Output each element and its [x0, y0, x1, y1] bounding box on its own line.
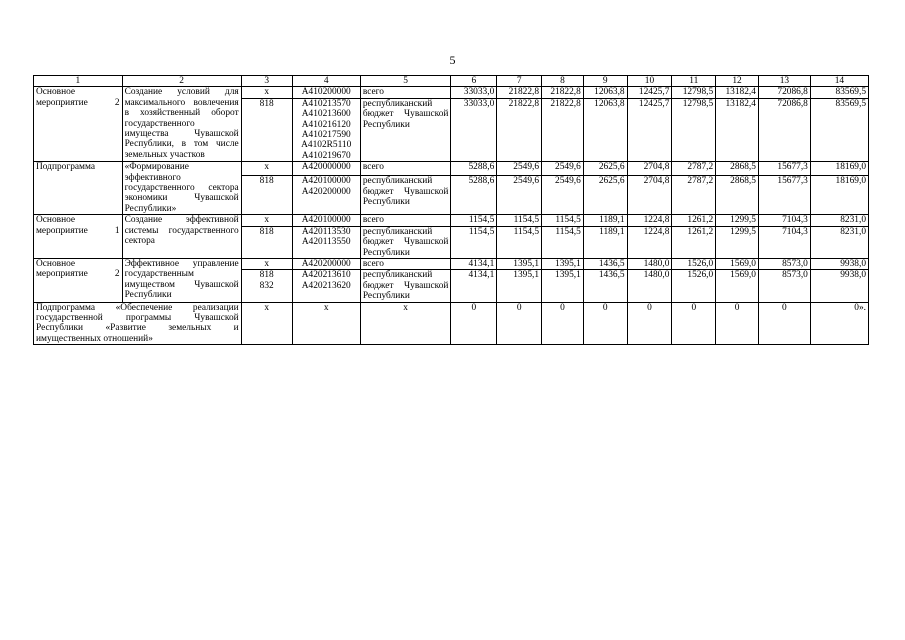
- value-cell: 8231,0: [810, 226, 868, 258]
- subprogram-name-cell: Подпрограмма «Обеспечение реализации государственной программы Чувашской Республики «Развитие земельных и имущественных отношений»: [34, 302, 242, 345]
- program-name-cell: Эффективное управление государственным имуществом Чувашской Республики: [122, 258, 241, 302]
- value-cell: 0: [758, 302, 810, 345]
- participant-code-cell: x: [241, 258, 292, 269]
- value-cell: 12798,5: [672, 98, 716, 161]
- value-cell: 0: [451, 302, 497, 345]
- value-cell: 1261,2: [672, 226, 716, 258]
- value-cell: 12425,7: [627, 98, 672, 161]
- value-cell: 8573,0: [758, 270, 810, 302]
- funding-source-cell: всего: [360, 87, 451, 98]
- value-cell: 9938,0: [810, 270, 868, 302]
- funding-source-cell: x: [360, 302, 451, 345]
- value-cell: 1436,5: [583, 270, 627, 302]
- header-cell: 9: [583, 76, 627, 87]
- budget-code-cell: A420100000: [292, 215, 360, 226]
- value-cell: 2787,2: [672, 162, 716, 176]
- program-type-cell: Основное мероприятие 2: [34, 258, 123, 302]
- header-cell: 13: [758, 76, 810, 87]
- value-cell: 8231,0: [810, 215, 868, 226]
- value-cell: 1526,0: [672, 258, 716, 269]
- participant-code-cell: x: [241, 302, 292, 345]
- value-cell: 0».: [810, 302, 868, 345]
- funding-source-cell: всего: [360, 162, 451, 176]
- value-cell: 8573,0: [758, 258, 810, 269]
- budget-code-cell: A420213610 A420213620: [292, 270, 360, 302]
- value-cell: 9938,0: [810, 258, 868, 269]
- participant-code-cell: x: [241, 215, 292, 226]
- header-cell: 4: [292, 76, 360, 87]
- value-cell: 1480,0: [627, 270, 672, 302]
- participant-code-cell: 818 832: [241, 270, 292, 302]
- value-cell: 13182,4: [716, 98, 759, 161]
- value-cell: 15677,3: [758, 176, 810, 215]
- value-cell: 33033,0: [451, 98, 497, 161]
- value-cell: 0: [497, 302, 542, 345]
- value-cell: 83569,5: [810, 87, 868, 98]
- value-cell: 1569,0: [716, 270, 759, 302]
- value-cell: 1569,0: [716, 258, 759, 269]
- value-cell: 1436,5: [583, 258, 627, 269]
- value-cell: 1261,2: [672, 215, 716, 226]
- header-cell: 10: [627, 76, 672, 87]
- value-cell: 2704,8: [627, 176, 672, 215]
- value-cell: 18169,0: [810, 176, 868, 215]
- funding-source-cell: республиканский бюджет Чувашской Республики: [360, 176, 451, 215]
- table-row: [34, 215, 869, 226]
- value-cell: 1154,5: [497, 215, 542, 226]
- budget-code-cell: x: [292, 302, 360, 345]
- value-cell: 18169,0: [810, 162, 868, 176]
- value-cell: 12063,8: [583, 98, 627, 161]
- value-cell: 2625,6: [583, 176, 627, 215]
- value-cell: 12798,5: [672, 87, 716, 98]
- table-row: [34, 162, 869, 176]
- table-row: [34, 302, 869, 345]
- value-cell: 1395,1: [497, 258, 542, 269]
- funding-source-cell: всего: [360, 215, 451, 226]
- value-cell: 21822,8: [497, 87, 542, 98]
- value-cell: 15677,3: [758, 162, 810, 176]
- header-cell: 8: [542, 76, 584, 87]
- funding-source-cell: республиканский бюджет Чувашской Республики: [360, 270, 451, 302]
- value-cell: 1395,1: [542, 270, 584, 302]
- participant-code-cell: x: [241, 162, 292, 176]
- financing-table: [33, 75, 869, 345]
- value-cell: 2549,6: [542, 176, 584, 215]
- header-cell: 7: [497, 76, 542, 87]
- header-cell: 12: [716, 76, 759, 87]
- budget-code-cell: A410213570 A410213600 A410216120 A410217590 A4102R5110 A410219670: [292, 98, 360, 161]
- value-cell: 1395,1: [542, 258, 584, 269]
- value-cell: 2704,8: [627, 162, 672, 176]
- value-cell: 1224,8: [627, 226, 672, 258]
- value-cell: 1154,5: [451, 215, 497, 226]
- funding-source-cell: всего: [360, 258, 451, 269]
- value-cell: 0: [627, 302, 672, 345]
- budget-code-cell: A420200000: [292, 258, 360, 269]
- header-cell: 11: [672, 76, 716, 87]
- value-cell: 5288,6: [451, 176, 497, 215]
- program-type-cell: Основное мероприятие 1: [34, 215, 123, 259]
- value-cell: 21822,8: [542, 87, 584, 98]
- header-cell: 14: [810, 76, 868, 87]
- value-cell: 12425,7: [627, 87, 672, 98]
- value-cell: 1154,5: [451, 226, 497, 258]
- value-cell: 21822,8: [542, 98, 584, 161]
- funding-source-cell: республиканский бюджет Чувашской Республики: [360, 98, 451, 161]
- value-cell: 1154,5: [542, 215, 584, 226]
- budget-code-cell: A420100000 A420200000: [292, 176, 360, 215]
- header-cell: 5: [360, 76, 451, 87]
- value-cell: 0: [583, 302, 627, 345]
- value-cell: 1299,5: [716, 215, 759, 226]
- header-cell: 2: [122, 76, 241, 87]
- program-type-cell: Подпрограмма: [34, 162, 123, 215]
- header-cell: 6: [451, 76, 497, 87]
- value-cell: 72086,8: [758, 87, 810, 98]
- program-name-cell: Создание эффективной системы государственного сектора: [122, 215, 241, 259]
- value-cell: 2549,6: [497, 162, 542, 176]
- value-cell: 1395,1: [497, 270, 542, 302]
- value-cell: 4134,1: [451, 258, 497, 269]
- value-cell: 2625,6: [583, 162, 627, 176]
- table-row: [34, 87, 869, 98]
- value-cell: 72086,8: [758, 98, 810, 161]
- value-cell: 5288,6: [451, 162, 497, 176]
- participant-code-cell: 818: [241, 176, 292, 215]
- value-cell: 1526,0: [672, 270, 716, 302]
- value-cell: 2549,6: [542, 162, 584, 176]
- value-cell: 7104,3: [758, 215, 810, 226]
- budget-code-cell: A420000000: [292, 162, 360, 176]
- value-cell: 0: [672, 302, 716, 345]
- value-cell: 33033,0: [451, 87, 497, 98]
- page-number: 5: [449, 53, 456, 67]
- value-cell: 1154,5: [542, 226, 584, 258]
- value-cell: 13182,4: [716, 87, 759, 98]
- table-row: [34, 258, 869, 269]
- value-cell: 1299,5: [716, 226, 759, 258]
- value-cell: 12063,8: [583, 87, 627, 98]
- value-cell: 0: [716, 302, 759, 345]
- value-cell: 83569,5: [810, 98, 868, 161]
- value-cell: 7104,3: [758, 226, 810, 258]
- participant-code-cell: x: [241, 87, 292, 98]
- value-cell: 21822,8: [497, 98, 542, 161]
- header-cell: 3: [241, 76, 292, 87]
- program-name-cell: «Формирование эффективного государственного сектора экономики Чувашской Республики»: [122, 162, 241, 215]
- program-type-cell: Основное мероприятие 2: [34, 87, 123, 162]
- value-cell: 1189,1: [583, 215, 627, 226]
- value-cell: 2868,5: [716, 162, 759, 176]
- value-cell: 2787,2: [672, 176, 716, 215]
- budget-code-cell: A410200000: [292, 87, 360, 98]
- value-cell: 2549,6: [497, 176, 542, 215]
- value-cell: 4134,1: [451, 270, 497, 302]
- budget-code-cell: A420113530 A420113550: [292, 226, 360, 258]
- value-cell: 1189,1: [583, 226, 627, 258]
- header-row: [34, 76, 869, 87]
- value-cell: 2868,5: [716, 176, 759, 215]
- funding-source-cell: республиканский бюджет Чувашской Республики: [360, 226, 451, 258]
- value-cell: 1154,5: [497, 226, 542, 258]
- value-cell: 0: [542, 302, 584, 345]
- value-cell: 1224,8: [627, 215, 672, 226]
- header-cell: 1: [34, 76, 123, 87]
- participant-code-cell: 818: [241, 226, 292, 258]
- program-name-cell: Создание условий для максимального вовлечения в хозяйственный оборот государственного имущества Чувашской Республики, в том числе земельных участков: [122, 87, 241, 162]
- table-body: [34, 87, 869, 345]
- value-cell: 1480,0: [627, 258, 672, 269]
- participant-code-cell: 818: [241, 98, 292, 161]
